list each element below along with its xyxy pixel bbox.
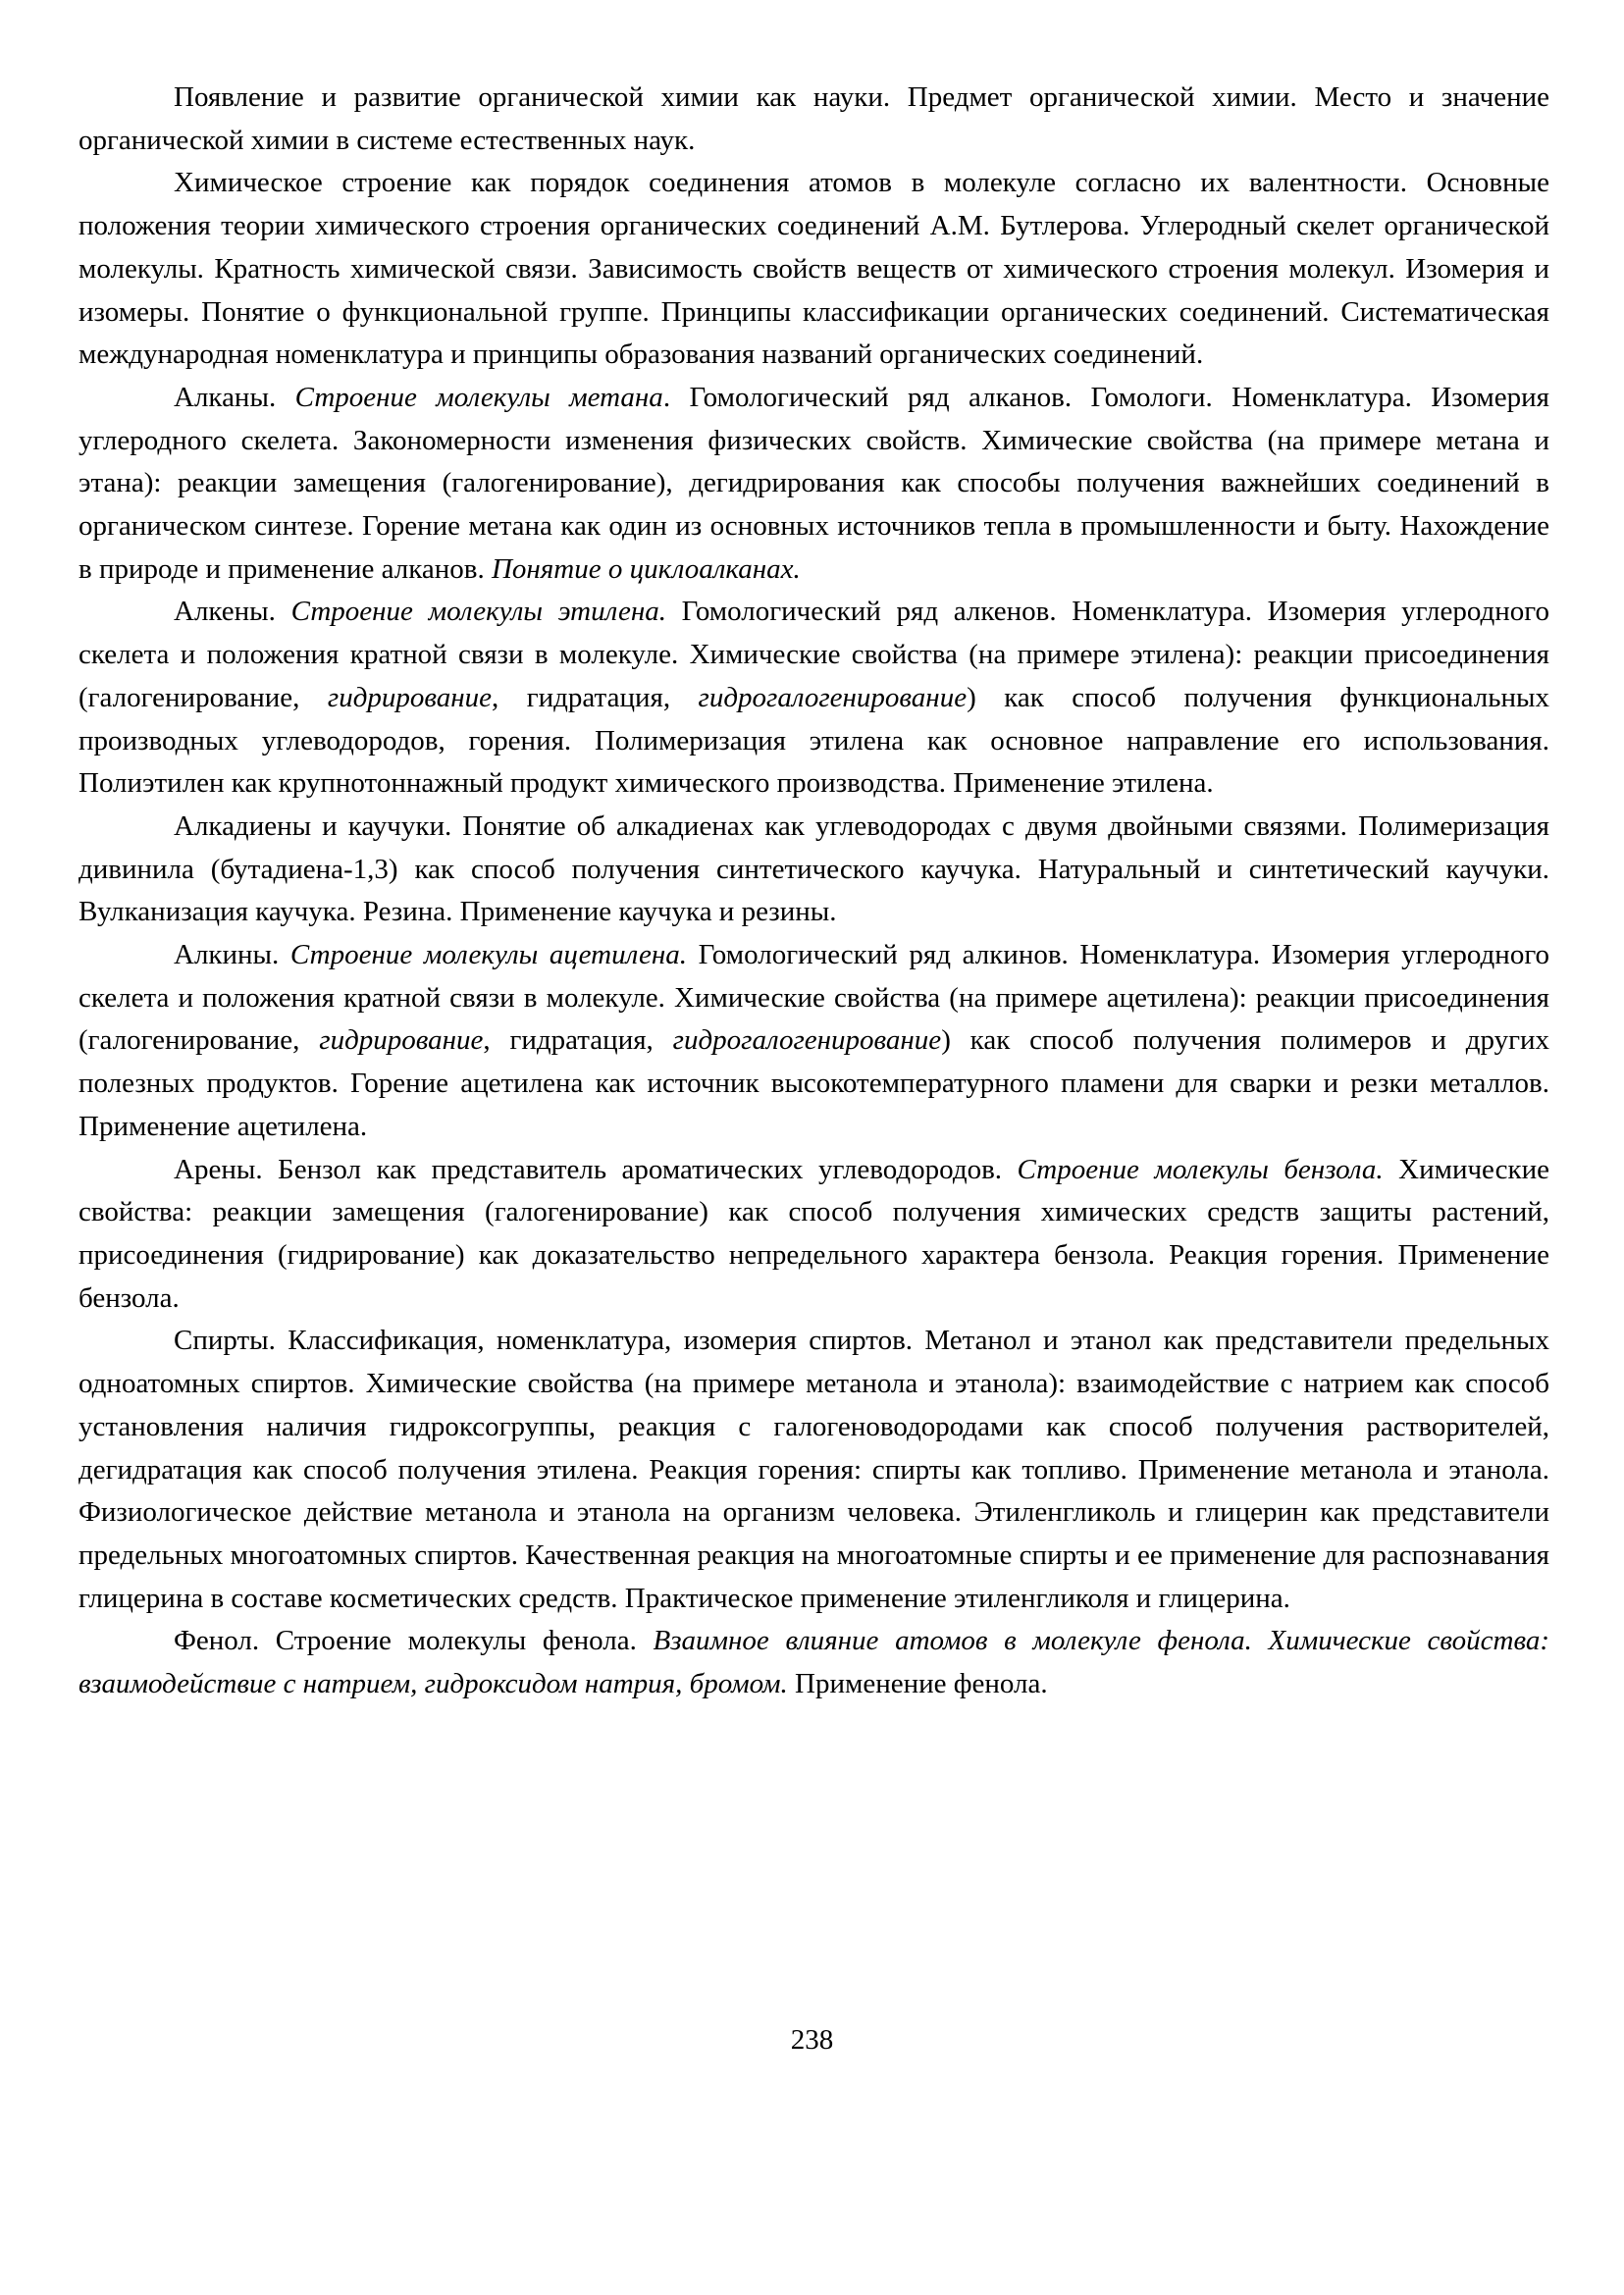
paragraph-arenes	[79, 1149, 1549, 1321]
paragraph-text: Спирты. Классификация, номенклатура, изомерия спиртов. Метанол и этанол как представители предельных одноатомных спиртов. Химические свойства (на примере метанола и этанола): взаимодействие с натрием как способ установления наличия гидроксогруппы, реакция с галогеноводородами как способ получения растворителей, дегидратация как способ получения этилена. Реакция горения: спирты как топливо. Применение метанола и этанола. Физиологическое действие метанола и этанола на организм человека. Этиленгликоль и глицерин как представители предельных многоатомных спиртов. Качественная реакция на многоатомные спирты и ее применение для распознавания глицерина в составе косметических средств. Практическое применение этиленгликоля и глицерина.	[79, 1325, 1549, 1614]
paragraph-text: Алкины.	[174, 939, 290, 971]
paragraph-chemical-structure	[79, 162, 1549, 377]
paragraph-text: Химические свойства: реакции замещения (галогенирование) как способ получения химических средств защиты растений, присоединения (гидрирование) как доказательство непредельного характера бензола. Реакция горения. Применение бензола.	[79, 1153, 1549, 1314]
italic-phrase: гидрогалогенирование	[672, 1024, 942, 1057]
paragraph-text: . Гомологический ряд алканов. Гомологи. Номенклатура. Изомерия углеродного скелета. Закономерности изменения физических свойств. Химические свойства (на примере метана и этана): реакции замещения (галогенирование), дегидрирования как способы получения важнейших соединений в органическом синтезе. Горение метана как один из основных источников тепла в промышленности и быту. Нахождение в природе и применение алканов.	[79, 381, 1549, 585]
italic-phrase: Взаимное влияние атомов в молекуле фенола. Химические свойства: взаимодействие с натрием, гидроксидом натрия, бромом.	[79, 1625, 1549, 1700]
italic-phrase: гидрогалогенирование	[698, 681, 968, 713]
italic-phrase: Строение молекулы бензола.	[1017, 1153, 1384, 1185]
paragraph-text: ) как способ получения полимеров и других полезных продуктов. Горение ацетилена как источник высокотемпературного пламени для сварки и резки металлов. Применение ацетилена.	[79, 1024, 1550, 1142]
paragraph-text: Фенол. Строение молекулы фенола.	[174, 1625, 654, 1657]
italic-phrase: гидрирование	[327, 681, 493, 713]
paragraph-phenol	[79, 1620, 1549, 1705]
paragraph-alcohols	[79, 1320, 1549, 1620]
paragraph-text: Алканы.	[174, 381, 295, 413]
paragraph-intro	[79, 77, 1549, 162]
paragraph-text: Алкены.	[174, 596, 291, 628]
paragraph-text: Применение фенола.	[787, 1668, 1048, 1700]
page-number: 238	[790, 2024, 834, 2056]
italic-phrase: Строение молекулы ацетилена.	[289, 939, 687, 971]
paragraph-text: Химическое строение как порядок соединения атомов в молекуле согласно их валентности. Основные положения теории химического строения органических соединений А.М. Бутлерова. Углеродный скелет органической молекулы. Кратность химической связи. Зависимость свойств веществ от химического строения молекул. Изомерия и изомеры. Понятие о функциональной группе. Принципы классификации органических соединений. Систематическая международная номенклатура и принципы образования названий органических соединений.	[79, 167, 1549, 371]
paragraph-alkadienes	[79, 806, 1549, 934]
paragraph-text: Арены. Бензол как представитель ароматических углеводородов.	[174, 1153, 1018, 1185]
page-body	[79, 77, 1549, 1706]
italic-phrase: гидрирование	[319, 1024, 484, 1057]
italic-phrase: Понятие о циклоалканах.	[491, 552, 801, 585]
paragraph-text: Гомологический ряд алкенов. Номенклатура. Изомерия углеродного скелета и положения кратной связи в молекуле. Химические свойства (на примере этилена): реакции присоединения (галогенирование,	[79, 596, 1549, 713]
paragraph-text: Появление и развитие органической химии как науки. Предмет органической химии. Место и значение органической химии в системе естественных наук.	[79, 81, 1549, 156]
paragraph-text: , гидратация,	[483, 1024, 673, 1057]
italic-phrase: Строение молекулы метана	[294, 381, 663, 413]
paragraph-alkanes	[79, 377, 1549, 592]
paragraph-alkenes	[79, 591, 1549, 806]
paragraph-text: Алкадиены и каучуки. Понятие об алкадиенах как углеводородах с двумя двойными связями. Полимеризация дивинила (бутадиена-1,3) как способ получения синтетического каучука. Натуральный и синтетический каучуки. Вулканизация каучука. Резина. Применение каучука и резины.	[79, 809, 1549, 928]
italic-phrase: Строение молекулы этилена.	[290, 596, 666, 628]
paragraph-text: Гомологический ряд алкинов. Номенклатура. Изомерия углеродного скелета и положения кратной связи в молекуле. Химические свойства (на примере ацетилена): реакции присоединения (галогенирование,	[79, 939, 1550, 1057]
paragraph-alkynes	[79, 934, 1549, 1149]
paragraph-text: ) как способ получения функциональных производных углеводородов, горения. Полимеризация этилена как основное направление его использования. Полиэтилен как крупнотоннажный продукт химического производства. Применение этилена.	[79, 681, 1549, 800]
paragraph-text: , гидратация,	[492, 681, 699, 713]
